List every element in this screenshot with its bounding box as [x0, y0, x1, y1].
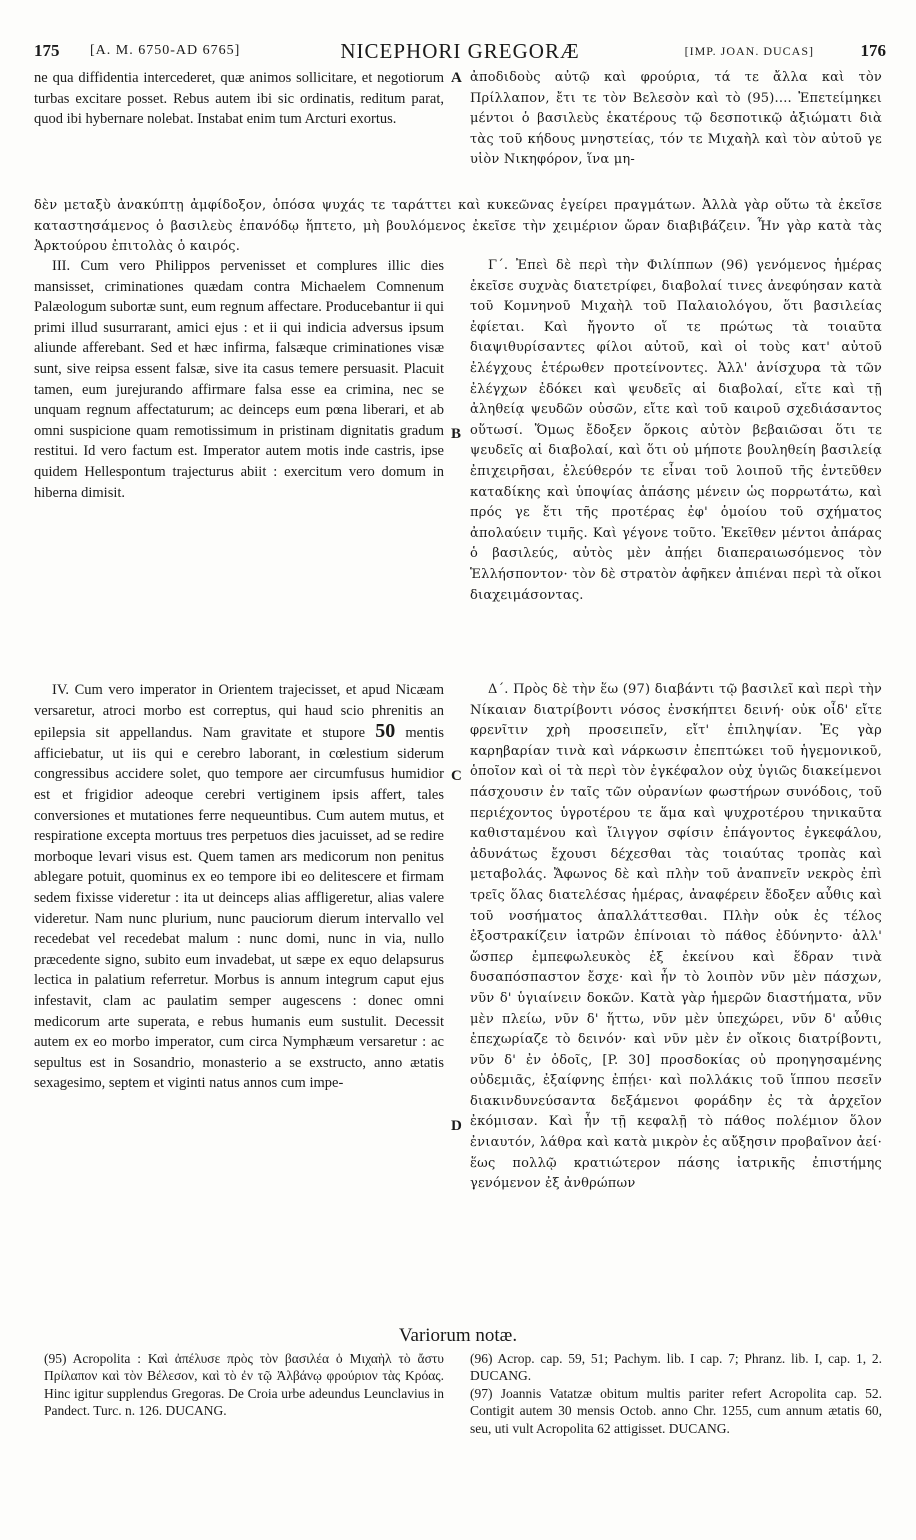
greek-column-section-4	[470, 680, 882, 1195]
latin-column-section-3	[34, 256, 444, 503]
left-year-range: [A. M. 6750-AD 6765]	[90, 43, 241, 58]
notes-right-column	[470, 1350, 882, 1437]
section-marker-b: B	[451, 426, 462, 442]
latin-paragraph-1: ne qua diffidentia intercederet, quæ animos sollicitare, et negotiorum turbas excitare posset. Rebus autem ibi sic ordinatis, reditum parat, quod ibi hybernare nolebat. Instabat enim tum Arcturi exortus.	[34, 70, 444, 128]
greek-column-section-3	[470, 256, 882, 606]
right-page-number: 176	[860, 41, 886, 60]
note-97: (97) Joannis Vatatzæ obitum multis pariter refert Acropolita cap. 52. Contigit autem 30 mensis Octob. anno Chr. 1255, cum annum ætatis 60, seu, uti vult Acropolita 62 attigisset. DUCANG.	[470, 1385, 882, 1436]
greek-paragraph-1: ἀποδιδοὺς αὐτῷ καὶ φρούρια, τά τε ἄλλα καὶ τὸν Πρίλλαπον, ἔτι τε τὸν Βελεσὸν καὶ τὸ (95).... Ἐπετείμηκει μέντοι ὁ βασιλεὺς ἑκατέρους τῷ δεσποτικῷ ἀξιώματι διὰ τὰς τοῦ κήδους μνηστείας, τόν τε Μιχαὴλ καὶ τὸν αὐτοῦ γε υἱὸν Νικηφόρον, ἵνα μη-	[470, 70, 882, 168]
section-marker-a: A	[451, 70, 462, 86]
note-96: (96) Acrop. cap. 59, 51; Pachym. lib. I cap. 7; Phranz. lib. I, cap. 1, 2. DUCANG.	[470, 1351, 882, 1384]
section-marker-c: C	[451, 768, 462, 784]
notes-heading: Variorum notæ.	[398, 1325, 518, 1346]
latin-column-top	[34, 68, 444, 130]
left-page-number: 175	[34, 41, 60, 60]
notes-left-column	[44, 1350, 444, 1420]
latin-paragraph-4	[34, 680, 444, 1094]
running-header	[34, 38, 886, 64]
greek-paragraph-2: δὲν μεταξὺ ἀνακύπτῃ ἀμφίδοξον, ὁπόσα ψυχάς τε ταράττει καὶ κυκεῶνας ἐγείρει πραγμάτων. Ἀλλὰ γὰρ οὕτω τὰ ἐκεῖσε καταστησάμενος ὁ βασιλεὺς ἐπανόδῳ ἥπτετο, μὴ βουλόμενος ἐκεῖσε τὴν χειμέριον ὥραν διαβιβάζειν. Ἦν γὰρ κατὰ τὰς Ἀρκτούρου ἐπιτολὰς ὁ καιρός.	[34, 198, 882, 255]
latin-paragraph-4-part-a: IV. Cum vero imperator in Orientem trajecisset, et apud Nicæam versaretur, atroci morbo est correptus, qui haud scio phrenitis an epilepsia sit appellandus. Nam gravitate et stupore	[34, 682, 444, 742]
right-reign-label: [IMP. JOAN. DUCAS]	[684, 44, 814, 58]
latin-paragraph-4-part-b: mentis afficiebatur, ut iis qui e cerebro laborant, in cœlestium siderum congressibus accidere solet, quo tempore aer circumfusus humidior est et frigidior adeoque cerebri vertiginem ipsis affert, tales conversiones et mutationes ferre nequeuntibus. Cum autem mutus, et respiratione excepta mortuus tres perpetuos dies jacuisset, ad se redire morboque levari visus est. Quem tamen ars medicorum non penitus ablegare potuit, quominus ex eo tempore ibi eo delitescere et firmam sedem fixisse videretur : ita ut deinceps alias affligeretur, alias valere videretur. Nam nunc plurium, nunc pauciorum dierum intervallo vel recedebat vel recedebat malum : nunc domi, nunc in via, nullo præcedente signo, subito eum invadebat, ut sæpe ex equo delapsurus lectica in palatium referretur. Morbus is annum integrum caput ejus infestavit, clam ac paulatim semper augescens : donec omni medicorum arte superata, e rebus humanis eum sustulit. Decessit autem ex eo morbo imperator, cum circa Nymphæum versaretur : ac sepultus est in Sosandrio, monasterio a se exstructo, anno ætatis sexagesimo, septem et viginti natus annos cum impe-	[34, 725, 445, 1092]
greek-paragraph-3: Γ΄. Ἐπεὶ δὲ περὶ τὴν Φιλίππων (96) γενόμενος ἡμέρας ἐκεῖσε συχνὰς διατετρίφει, διαβολαί τινες ἀνεφύησαν κατὰ τοῦ Κομνηνοῦ Μιχαὴλ τοῦ Παλαιολόγου, ὅτι βασιλείας ἐφίεται. Καὶ ἤγοντο οἵ τε πρώτως τὰ τοιαῦτα διαψιθυρίσαντες φίλοι αὐτοῦ, καὶ οἱ τοὺς κατ' αὐτοῦ ἐλέγχους ἑτέρωθεν προτείνοντες. Ἀλλ' ἀνίσχυρα τὰ τῶν ἐλέγχων ἐδόκει καὶ ψευδεῖς αἱ διαβολαί, εἴτε καὶ τῇ ἀληθείᾳ ψευδῶν οὐσῶν, εἴτε καὶ τοῦ καιροῦ σχεδιάσαντος οὕτωσί. Ὅμως ἔδοξεν ὅρκοις αὐτὸν βεβαιῶσαι ὅτι τε ψευδεῖς αἱ διαβολαί, καὶ ὅτι οὐ μήποτε βουληθείη βασιλείᾳ ἐπιχειρῆσαι, ἐλεύθερόν τε εἶναι τοῦ λοιποῦ τῆς ἐντεῦθεν καταδίκης καὶ ὑποψίας ἁπάσης μένειν ὡς πορρωτάτω, καὶ πρός γε ἔτι τῆς προτέρας ἐφ' ὁμοίου τοῦ σχήματος ἀπολαύειν τιμῆς. Καὶ γέγονε τοῦτο. Ἐκεῖθεν μέντοι ἀπάρας ὁ βασιλεύς, αὐτὸς μὲν ἀπῄει διαπεραιωσόμενος τὸν Ἑλλήσποντον· τὸν δὲ στρατὸν ἀφῆκεν ἀπιέναι περὶ τὰ οἴκοι διαχειμάσοντας.	[470, 258, 882, 603]
latin-column-section-4	[34, 680, 444, 1094]
page-title: NICEPHORI GREGORÆ	[340, 39, 580, 63]
greek-paragraph-4: Δ΄. Πρὸς δὲ τὴν ἕω (97) διαβάντι τῷ βασιλεῖ καὶ περὶ τὴν Νίκαιαν διατρίβοντι νόσος ἐνσκήπτει δεινή· οὐκ οἶδ' εἴτε φρενῖτιν χρὴ προσειπεῖν, εἴτ' ἐπιληψίαν. Ἐς γὰρ καρηβαρίαν τινὰ καὶ νάρκωσιν ἐπεπτώκει τοῦ ἡγεμονικοῦ, ὁποῖον καὶ οἱ τὰ περὶ τὸν ἐγκέφαλον οὐχ ὑγιῶς διακείμενοι πάσχουσιν ἐν ταῖς τῶν οὐρανίων φωστήρων συνόδοις, τοῦ περιέχοντος ὑγροτέρου τε ἅμα καὶ ψυχροτέρου τηνικαῦτα καθισταμένου καὶ ἴλιγγον σφίσιν ἐπάγοντος ἐγκεφάλου, ἀδυνάτως ἔχουσι δέχεσθαι τὰς τοιαύτας τροπὰς καὶ μεταβολάς. Ἄφωνος δὲ καὶ πλὴν τοῦ ἀναπνεῖν νεκρὸς ἐπὶ τρεῖς ὅλας διατελέσας ἡμέρας, ἀναφέρειν ἔδοξεν αὖθις καὶ τοῦ νοσήματος ἀπαλλάττεσθαι. Πλὴν οὐκ ἐς τέλος ἐξοστρακίζειν ἰατρῶν ἐπίνοιαι τὸ πάθος ἐδύνηντο· ἀλλ' ὥσπερ ἐμπεφωλευκὸς ἐξ ἐκείνου καὶ ἕδραν τινὰ δυσαπόσπαστον ἔσχε· καὶ ἦν τὸ λοιπὸν νῦν μὲν πάσχων, νῦν δ' ὑγιαίνειν δοκῶν. Κατὰ γὰρ ἡμερῶν διαστήματα, νῦν μὲν πλείω, νῦν δ' ἥττω, νῦν μὲν ὑπεχώρει, νῦν δ' αὖθις ἐπεχωρίαζε τὸ δεινόν· καὶ νῦν μὲν ἐν οἴκοις διατρίβοντι, νῦν δ' ἐν ὁδοῖς, [P. 30] προσδοκίας οὐ προηγησαμένης οὐδεμιᾶς, ἐξαίφνης ἐπῄει· καὶ πολλάκις τοῦ ἵππου πεσεῖν διακινδυνεύσαντα δεξάμενοι φοράδην ἐς τὰ ἀρχεῖον ἐκόμισαν. Καὶ ἦν τῇ κεφαλῇ τὸ πάθος πολέμιον ὅλον ἐνιαυτόν, λάθρα καὶ κατὰ μικρὸν ἐς αὔξησιν προβαῖνον ἀεί· ἕως πολλῷ κρατιώτερον πάσης ἰατρικῆς ἐπιστήμης γενόμενον ἐξ ἀνθρώπων	[470, 682, 882, 1192]
section-marker-d: D	[451, 1118, 462, 1134]
greek-column-top	[470, 68, 882, 171]
note-95: (95) Acropolita : Καὶ ἀπέλυσε πρὸς τὸν βασιλέα ὁ Μιχαὴλ τὸ ἄστυ Πρίλαπον καὶ τὸν Βέλεσον, καὶ τὸ ἐν τῷ Ἀλβάνῳ φρούριον τὰς Κρόας. Hinc igitur supplendus Gregoras. De Croia urbe adeundus Leunclavius in Pandect. Turc. n. 126. DUCANG.	[44, 1351, 444, 1419]
pagination-marker: 50	[375, 720, 396, 743]
latin-paragraph-3: III. Cum vero Philippos pervenisset et complures illic dies mansisset, criminationes quædam contra Michaelem Comnenum Palæologum subortæ sunt, eum regnum affectare. Producebantur ii qui primi illud susurrarant, amici ejus : et ii qui indicia adversus ipsum aliunde afferebant. Sed et hæc infirma, falsæque criminationes visæ sunt, sive reipsa essent falsæ, sive ita casus temere persuasit. Placuit tamen, eum jurejurando affirmare falsa esse ea crimina, nec se unquam regnum affectaturum; ac deinceps eum pœna liberari, et ab omni suspicione quam remotissimum in pristinam dignitatis gradum restitui. Id vero factum est. Imperator autem motis inde castris, ipse quidem Hellespontum trajecturus abiit : exercitum vero domum in hiberna dimisit.	[34, 258, 444, 501]
